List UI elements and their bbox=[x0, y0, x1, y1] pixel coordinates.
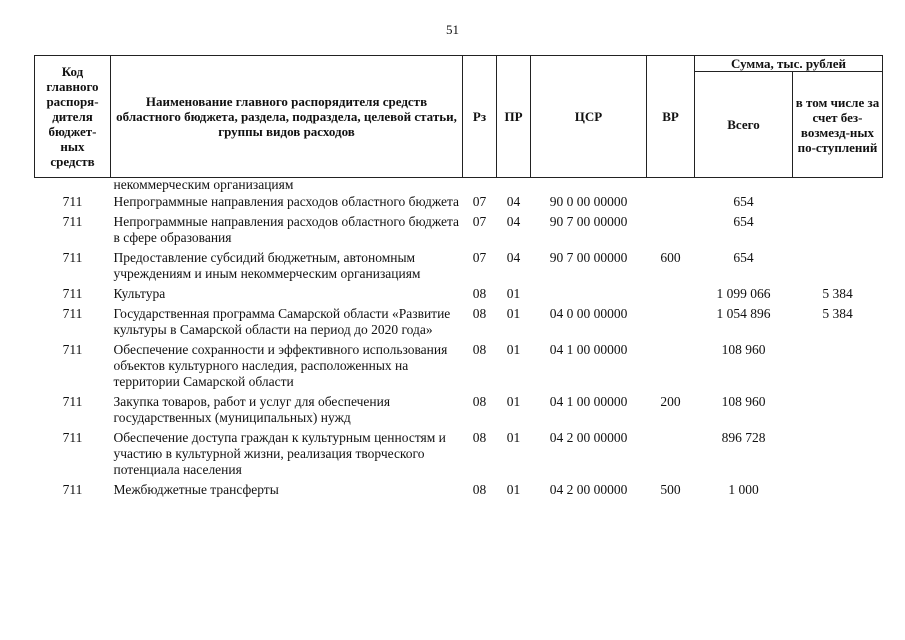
cell-rz: 07 bbox=[472, 250, 487, 265]
cell-name: Межбюджетные трансферты bbox=[113, 482, 279, 497]
budget-table bbox=[34, 55, 883, 500]
table-row bbox=[35, 428, 883, 480]
cell-pr: 01 bbox=[506, 482, 521, 497]
cell-rz: 08 bbox=[472, 286, 487, 301]
cell-total: 654 bbox=[733, 214, 754, 229]
cell-csr: 90 0 00 00000 bbox=[549, 194, 628, 209]
header-name: Наименование главного распорядителя средств областного бюджета, раздела, подраздела, целевой статьи, группы видов расходов bbox=[111, 56, 463, 178]
cell-vr bbox=[647, 192, 695, 212]
header-csr: ЦСР bbox=[531, 56, 647, 178]
page-number: 51 bbox=[446, 22, 459, 37]
cell-pr: 01 bbox=[506, 394, 521, 409]
cell-csr: 90 7 00 00000 bbox=[549, 214, 628, 229]
table-body bbox=[35, 178, 883, 501]
cell-code: 711 bbox=[62, 286, 83, 301]
continuation-text: некоммерческим организациям bbox=[113, 177, 294, 192]
cell-total: 108 960 bbox=[721, 342, 766, 357]
cell-code: 711 bbox=[62, 194, 83, 209]
cell-rz: 08 bbox=[472, 342, 487, 357]
header-sum: Сумма, тыс. рублей bbox=[695, 56, 883, 72]
cell-vr: 600 bbox=[660, 250, 681, 265]
cell-rz: 08 bbox=[472, 482, 487, 497]
header-incl: в том числе за счет без-возмезд-ных по-ступлений bbox=[793, 72, 883, 178]
cell-vr bbox=[647, 212, 695, 248]
table-row bbox=[35, 284, 883, 304]
cell-total: 1 099 066 bbox=[716, 286, 771, 301]
cell-vr: 200 bbox=[660, 394, 681, 409]
cell-total: 654 bbox=[733, 194, 754, 209]
cell-code: 711 bbox=[62, 342, 83, 357]
cell-vr bbox=[647, 284, 695, 304]
cell-vr bbox=[647, 340, 695, 392]
cell-name: Обеспечение сохранности и эффективного использования объектов культурного наследия, расположенных на территории Самарской области bbox=[113, 342, 448, 389]
cell-code: 711 bbox=[62, 306, 83, 321]
cell-total: 1 054 896 bbox=[716, 306, 771, 321]
cell-csr: 04 0 00 00000 bbox=[549, 306, 628, 321]
cell-rz: 07 bbox=[472, 214, 487, 229]
cell-pr: 04 bbox=[506, 194, 521, 209]
cell-incl: 5 384 bbox=[822, 286, 853, 301]
cell-incl bbox=[793, 392, 883, 428]
table-row bbox=[35, 340, 883, 392]
cell-csr: 04 2 00 00000 bbox=[549, 430, 628, 445]
cell-rz: 08 bbox=[472, 430, 487, 445]
cell-csr bbox=[531, 284, 647, 304]
cell-incl bbox=[793, 192, 883, 212]
cell-code: 711 bbox=[62, 214, 83, 229]
header-pr: ПР bbox=[497, 56, 531, 178]
cell-csr: 90 7 00 00000 bbox=[549, 250, 628, 265]
cell-pr: 01 bbox=[506, 286, 521, 301]
cell-incl bbox=[793, 480, 883, 500]
table-row bbox=[35, 480, 883, 500]
cell-incl bbox=[793, 428, 883, 480]
cell-pr: 04 bbox=[506, 214, 521, 229]
cell-vr bbox=[647, 428, 695, 480]
cell-pr: 01 bbox=[506, 306, 521, 321]
cell-total: 108 960 bbox=[721, 394, 766, 409]
table-row bbox=[35, 192, 883, 212]
continuation-row bbox=[35, 178, 883, 193]
header-total: Всего bbox=[695, 72, 793, 178]
cell-incl bbox=[793, 248, 883, 284]
table-row bbox=[35, 304, 883, 340]
cell-total: 896 728 bbox=[721, 430, 766, 445]
cell-incl bbox=[793, 212, 883, 248]
cell-code: 711 bbox=[62, 394, 83, 409]
cell-rz: 08 bbox=[472, 306, 487, 321]
cell-code: 711 bbox=[62, 430, 83, 445]
cell-incl: 5 384 bbox=[822, 306, 853, 321]
cell-name: Непрограммные направления расходов областного бюджета в сфере образования bbox=[113, 214, 460, 245]
cell-pr: 04 bbox=[506, 250, 521, 265]
cell-rz: 07 bbox=[472, 194, 487, 209]
cell-name: Непрограммные направления расходов областного бюджета bbox=[113, 194, 460, 209]
table-row bbox=[35, 392, 883, 428]
cell-vr bbox=[647, 304, 695, 340]
cell-name: Обеспечение доступа граждан к культурным ценностям и участию в культурной жизни, реализация творческого потенциала населения bbox=[113, 430, 446, 477]
header-vr: ВР bbox=[647, 56, 695, 178]
table-row bbox=[35, 248, 883, 284]
cell-pr: 01 bbox=[506, 430, 521, 445]
cell-code: 711 bbox=[62, 482, 83, 497]
cell-code: 711 bbox=[62, 250, 83, 265]
cell-csr: 04 1 00 00000 bbox=[549, 394, 628, 409]
cell-incl bbox=[793, 340, 883, 392]
cell-csr: 04 2 00 00000 bbox=[549, 482, 628, 497]
cell-vr: 500 bbox=[660, 482, 681, 497]
cell-name: Культура bbox=[113, 286, 166, 301]
header-code: Код главного распоря-дителя бюджет-ных средств bbox=[35, 56, 111, 178]
table-row bbox=[35, 212, 883, 248]
cell-total: 1 000 bbox=[728, 482, 759, 497]
header-rz: Рз bbox=[463, 56, 497, 178]
cell-name: Предоставление субсидий бюджетным, автономным учреждениям и иным некоммерческим организациям bbox=[113, 250, 421, 281]
cell-rz: 08 bbox=[472, 394, 487, 409]
cell-name: Государственная программа Самарской области «Развитие культуры в Самарской области на период до 2020 года» bbox=[113, 306, 451, 337]
cell-name: Закупка товаров, работ и услуг для обеспечения государственных (муниципальных) нужд bbox=[113, 394, 391, 425]
cell-csr: 04 1 00 00000 bbox=[549, 342, 628, 357]
cell-total: 654 bbox=[733, 250, 754, 265]
cell-pr: 01 bbox=[506, 342, 521, 357]
